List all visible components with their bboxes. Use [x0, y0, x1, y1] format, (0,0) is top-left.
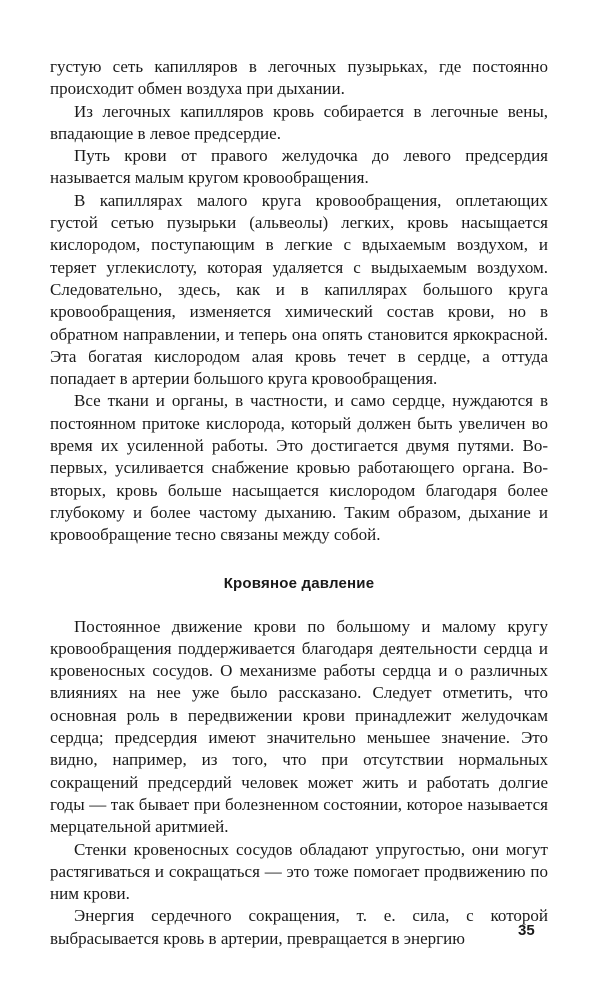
- page-body: [50, 56, 548, 950]
- paragraph-vessel-walls: Стенки кровеносных сосудов обладают упругостью, они могут растягиваться и сокращаться — это тоже помогает продвижению по ним крови.: [50, 839, 548, 904]
- paragraph-continued: густую сеть капилляров в легочных пузырьках, где постоянно происходит обмен воздуха при дыхании.: [50, 57, 548, 99]
- paragraph-pulmonary-veins: Из легочных капилляров кровь собирается в легочные вены, впадающие в левое предсердие.: [50, 101, 548, 143]
- paragraph-oxygen-supply: Все ткани и органы, в частности, и само сердце, нуждаются в постоянном притоке кислорода, который должен быть увеличен во время их усиленной работы. Это достигается двумя путями. Во-первых, усиливается снабжение кровью работающего органа. Во-вторых, кровь больше насыщается кислородом благодаря более глубокому и более частому дыханию. Таким образом, дыхание и кровообращение тесно связаны между собой.: [50, 391, 548, 545]
- paragraph-blood-movement: Постоянное движение крови по большому и малому кругу кровообращения поддерживается благодаря деятельности сердца и кровеносных сосудов. О механизме работы сердца и о различных влияниях на нее уже было рассказано. Следует отметить, что основная роль в передвижении крови принадлежит желудочкам сердца; предсердия имеют значительно меньшее значение. Это видно, например, из того, что при отсутствии нормальных сокращений предсердий человек может жить и работать долгие годы — так бывает при болезненном состоянии, которое называется мерцательной аритмией.: [50, 616, 548, 837]
- section-heading: Кровяное давление: [223, 574, 375, 592]
- page-number: 35: [518, 922, 535, 939]
- paragraph-heart-energy: Энергия сердечного сокращения, т. е. сила, с которой выбрасывается кровь в артерии, превращается в энергию: [50, 906, 548, 948]
- paragraph-capillaries: В капиллярах малого круга кровообращения, оплетающих густой сетью пузырьки (альвеолы) легких, кровь насыщается кислородом, поступающим в легкие с вдыхаемым воздухом, и теряет углекислоту, которая удаляется с выдыхаемым воздухом. Следовательно, здесь, как и в капиллярах большого круга кровообращения, изменяется химический состав крови, но в обратном направлении, и теперь она опять становится яркокрасной. Эта богатая кислородом алая кровь течет в сердце, а оттуда попадает в артерии большого круга кровообращения.: [50, 190, 548, 389]
- paragraph-small-circle: Путь крови от правого желудочка до левого предсердия называется малым кругом кровообращения.: [50, 146, 548, 188]
